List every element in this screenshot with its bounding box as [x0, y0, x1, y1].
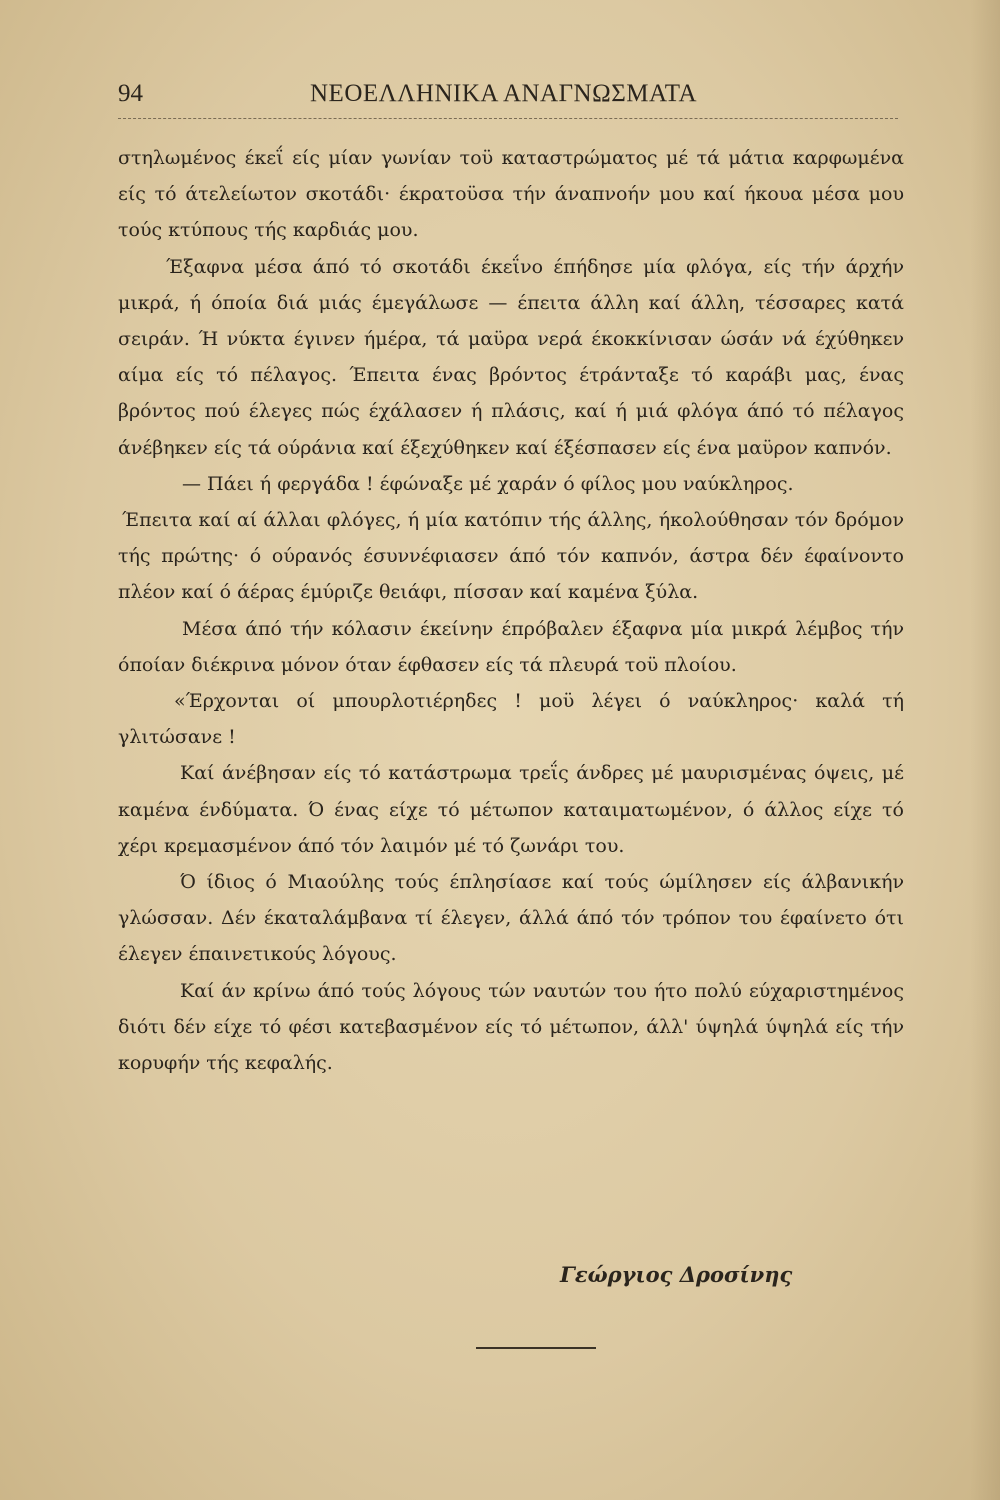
- page-edge-shadow: [970, 0, 1000, 1500]
- end-rule: [476, 1347, 596, 1349]
- page-number: 94: [118, 80, 143, 107]
- author-signature: Γεώργιος Δροσίνης: [560, 1262, 793, 1287]
- paragraph-2: Έξαφνα μέσα άπό τό σκοτάδι έκεΐνο έπήδησε μία φλόγα, είς τήν άρχήν μικρά, ή όποία διά μιάς έμεγάλωσε — έπειτα άλλη καί άλλη, τέσσαρες κατά σειράν. Ή νύκτα έγινεν ήμέρα, τά μαϋρα νερά έκοκκίνισαν ώσάν νά έχύθηκεν αίμα είς τό πέλαγος. Έπειτα ένας βρόντος έτράνταξε τό καράβι μας, ένας βρόντος πού έλεγες πώς έχάλασεν ή πλάσις, καί ή μιά φλόγα άπό τό πέλαγος άνέβηκεν είς τά ούράνια καί έξεχύθηκεν καί έξέσπασεν είς ένα μαϋρον καπνόν.: [118, 255, 904, 459]
- paragraph-3: — Πάει ή φεργάδα ! έφώναξε μέ χαράν ό φίλος μου ναύκληρος.: [182, 472, 794, 495]
- paragraph-5: Μέσα άπό τήν κόλασιν έκείνην έπρόβαλεν έξαφνα μία μικρά λέμβος τήν όποίαν διέκρινα μόνον όταν έφθασεν είς τά πλευρά τοϋ πλοίου.: [118, 617, 904, 676]
- paragraph-7: Καί άνέβησαν είς τό κατάστρωμα τρεΐς άνδρες μέ μαυρισμένας όψεις, μέ καμένα ένδύματα. Ό ένας είχε τό μέτωπον καταιματωμένον, ό άλλος είχε τό χέρι κρεμασμένον άπό τόν λαιμόν μέ τό ζωνάρι του.: [118, 762, 904, 857]
- paragraph-4: Έπειτα καί αί άλλαι φλόγες, ή μία κατόπιν τής άλλης, ήκολούθησαν τόν δρόμον τής πρώτης· ό ούρανός έσυννέφιασεν άπό τόν καπνόν, άστρα δέν έφαίνοντο πλέον καί ό άέρας έμύριζε θειάφι, πίσσαν καί καμένα ξύλα.: [118, 509, 904, 604]
- body-text: [118, 140, 904, 1081]
- paragraph-6: «Έρχονται οί μπουρλοτιέρηδες ! μοϋ λέγει ό ναύκληρος· καλά τή γλιτώσανε !: [118, 690, 904, 749]
- running-title: ΝΕΟΕΛΛΗΝΙΚΑ ΑΝΑΓΝΩΣΜΑΤΑ: [310, 80, 698, 107]
- paragraph-9: Καί άν κρίνω άπό τούς λόγους τών ναυτών του ήτο πολύ εύχαριστημένος διότι δέν είχε τό φέσι κατεβασμένον είς τό μέτωπον, άλλ' ύψηλά ύψηλά είς τήν κορυφήν τής κεφαλής.: [118, 979, 904, 1075]
- header-rule: [118, 118, 898, 119]
- page-header: [118, 80, 898, 114]
- paragraph-1: στηλωμένος έκεΐ είς μίαν γωνίαν τοϋ καταστρώματος μέ τά μάτια καρφωμένα είς τό άτελείωτον σκοτάδι· έκρατοϋσα τήν άναπνοήν μου καί ήκουα μέσα μου τούς κτύπους τής καρδιάς μου.: [118, 147, 904, 242]
- paragraph-8: Ό ίδιος ό Μιαούλης τούς έπλησίασε καί τούς ώμίλησεν είς άλβανικήν γλώσσαν. Δέν έκαταλάμβανα τί έλεγεν, άλλά άπό τόν τρόπον του έφαίνετο ότι έλεγεν έπαινετικούς λόγους.: [118, 871, 904, 966]
